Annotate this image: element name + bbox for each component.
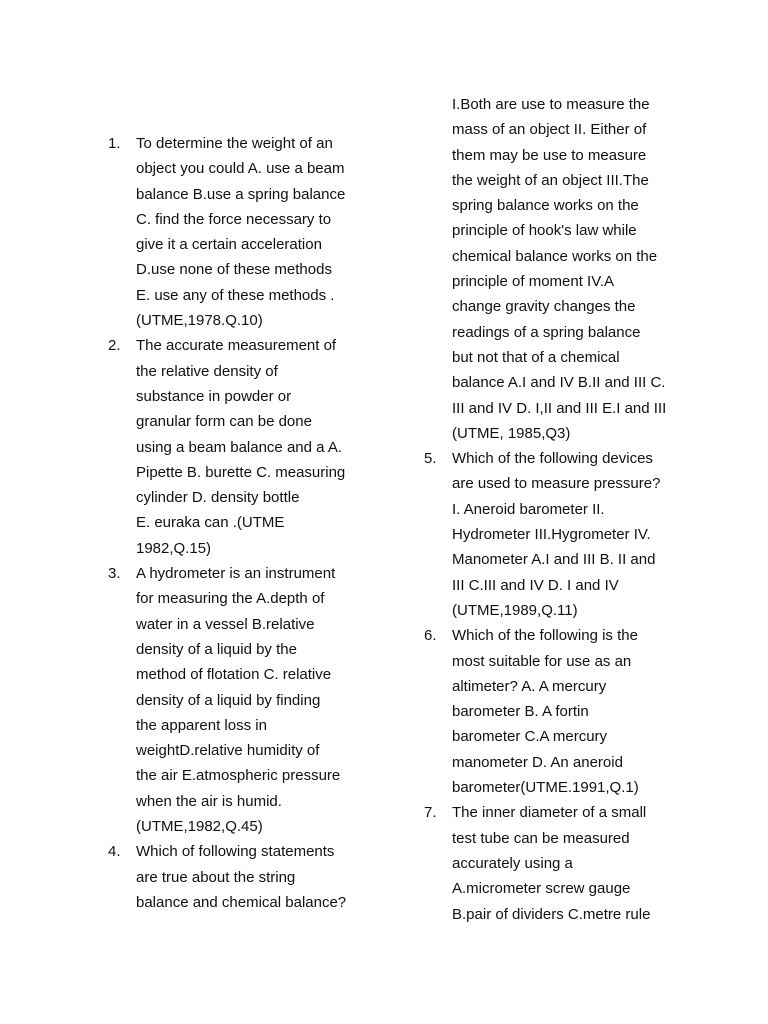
question-number: 3.	[108, 565, 121, 583]
question-text-line: The inner diameter of a small	[452, 804, 647, 822]
question-text-line: give it a certain acceleration	[136, 236, 322, 254]
question-text-line: barometer C.A mercury	[452, 728, 608, 746]
question-text-line: (UTME,1978.Q.10)	[136, 312, 263, 330]
question-text-line: the apparent loss in	[136, 716, 267, 734]
question-item	[424, 623, 686, 800]
question-text-line: E. use any of these methods .	[136, 286, 335, 304]
question-text-line: manometer D. An aneroid	[452, 753, 623, 771]
question-text-line: balance and chemical balance?	[136, 893, 347, 911]
question-text-line: 1982,Q.15)	[136, 539, 212, 557]
question-text-line: water in a vessel B.relative	[136, 615, 315, 633]
question-text-line: altimeter? A. A mercury	[452, 677, 607, 695]
question-text-line: The accurate measurement of	[136, 337, 337, 355]
question-text-line: B.pair of dividers C.metre rule	[452, 905, 651, 923]
question-text-line: density of a liquid by the	[136, 640, 297, 658]
question-text-line: (UTME,1982,Q.45)	[136, 818, 263, 836]
question-text-line: granular form can be done	[136, 413, 312, 431]
question-text-line: substance in powder or	[136, 387, 292, 405]
question-text-line: method of flotation C. relative	[136, 666, 332, 684]
question-text-line: chemical balance works on the	[452, 247, 658, 265]
question-text-line: E. euraka can .(UTME	[136, 514, 285, 532]
question-text-line: Which of the following is the	[452, 627, 638, 645]
question-text-line: are used to measure pressure?	[452, 475, 661, 493]
question-text-line: cylinder D. density bottle	[136, 489, 300, 507]
question-number: 5.	[424, 450, 437, 468]
question-text-line: object you could A. use a beam	[136, 160, 345, 178]
question-text-line: barometer(UTME.1991,Q.1)	[452, 779, 639, 797]
question-text-line: for measuring the A.depth of	[136, 590, 325, 608]
question-text-line: A.micrometer screw gauge	[452, 880, 631, 898]
question-text-line: most suitable for use as an	[452, 652, 632, 670]
question-text-line: Which of following statements	[136, 843, 335, 861]
question-text-line: the weight of an object III.The	[452, 171, 649, 189]
question-text-line: using a beam balance and a A.	[136, 438, 342, 456]
question-item	[108, 561, 370, 839]
question-text-line: test tube can be measured	[452, 829, 630, 847]
question-text-line: balance B.use a spring balance	[136, 185, 346, 203]
question-number: 1.	[108, 135, 121, 152]
question-text-line: them may be use to measure	[452, 146, 647, 164]
question-text-line: (UTME,1989,Q.11)	[452, 601, 578, 619]
question-text-line: are true about the string	[136, 868, 296, 886]
question-text-line: density of a liquid by finding	[136, 691, 321, 709]
question-text-line: weightD.relative humidity of	[136, 742, 320, 760]
left-column	[108, 131, 370, 915]
question-text-line: III C.III and IV D. I and IV	[452, 576, 619, 594]
question-text-line: barometer B. A fortin	[452, 703, 589, 721]
question-text-line: Which of the following devices	[452, 450, 653, 468]
question-item	[108, 333, 370, 561]
question-text-line: the air E.atmospheric pressure	[136, 767, 341, 785]
question-text-line: To determine the weight of an	[136, 135, 333, 152]
question-text-line: (UTME, 1985,Q3)	[452, 424, 571, 442]
question-text-line: principle of moment IV.A	[452, 273, 615, 291]
question-text-line: A hydrometer is an instrument	[136, 565, 336, 583]
question-text-line: Hydrometer III.Hygrometer IV.	[452, 526, 651, 544]
question-text-line: readings of a spring balance	[452, 323, 641, 341]
question-text-line: III and IV D. I,II and III E.I and III	[452, 399, 667, 417]
right-column	[424, 92, 686, 927]
question-text-line: Pipette B. burette C. measuring	[136, 463, 346, 481]
question-number: 7.	[424, 804, 437, 822]
question-text-line: C. find the force necessary to	[136, 210, 332, 228]
question-text-line: accurately using a	[452, 854, 573, 872]
question-number: 2.	[108, 337, 121, 355]
question-text-line: D.use none of these methods	[136, 261, 332, 279]
question-text-line: spring balance works on the	[452, 197, 639, 215]
question-number: 4.	[108, 843, 121, 861]
question-text-line: balance A.I and IV B.II and III C.	[452, 374, 666, 392]
question-text-line: I.Both are use to measure the	[452, 96, 650, 113]
question-continuation	[424, 92, 686, 446]
question-text-line: principle of hook's law while	[452, 222, 637, 240]
question-text-line: Manometer A.I and III B. II and	[452, 551, 656, 569]
question-text-line: when the air is humid.	[136, 792, 282, 810]
question-item	[424, 446, 686, 623]
question-item	[424, 800, 686, 926]
question-text-line: the relative density of	[136, 362, 278, 380]
question-text-line: mass of an object II. Either of	[452, 121, 647, 139]
question-item	[108, 839, 370, 915]
question-text-line: but not that of a chemical	[452, 348, 620, 366]
question-text-line: change gravity changes the	[452, 298, 636, 316]
question-text-line: I. Aneroid barometer II.	[452, 500, 605, 518]
question-number: 6.	[424, 627, 437, 645]
question-item	[108, 131, 370, 333]
